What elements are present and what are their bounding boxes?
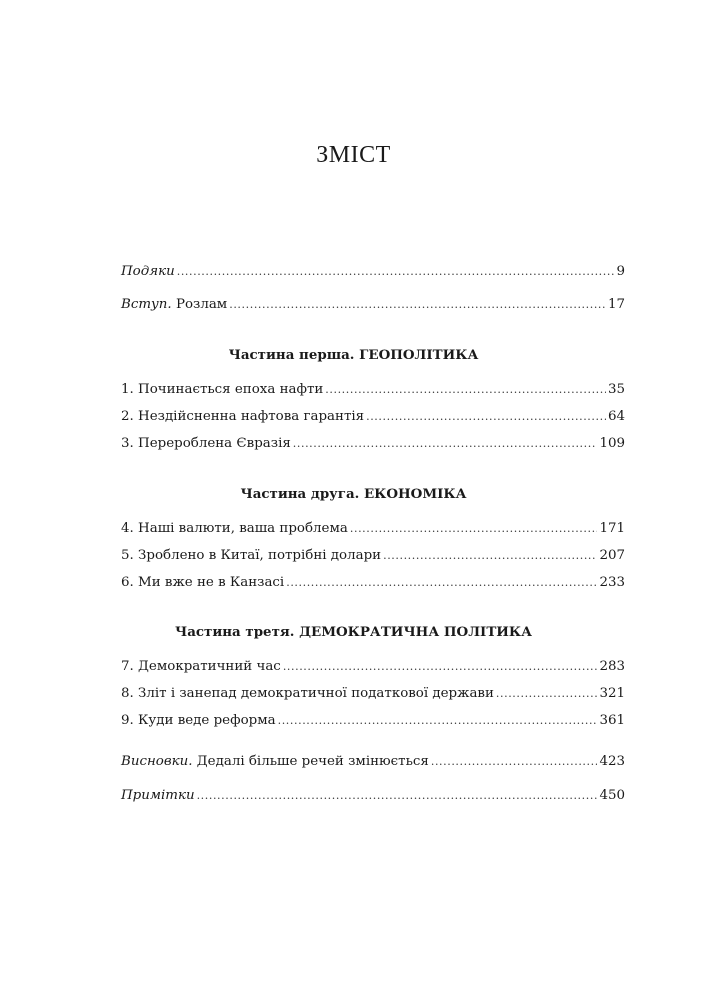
toc-entry-title: 5. Зроблено в Китаї, потрібні долари <box>121 548 382 563</box>
toc-entry-title: 7. Демократичний час <box>121 659 281 674</box>
toc-entry-title: 2. Нездійсненна нафтова гарантія <box>121 409 365 424</box>
toc-entry-italic: Примітки <box>121 788 195 803</box>
toc-entry-title: 8. Зліт і занепад демократичної податкової держави <box>121 686 494 701</box>
toc-entry-title: 9. Куди веде реформа <box>121 713 276 728</box>
toc-entry-page: 109 <box>599 436 625 451</box>
toc-entry-italic: Подяки <box>121 264 175 279</box>
toc-entry-title <box>121 295 227 315</box>
toc-entry-page: 283 <box>599 659 625 674</box>
toc-entry-title: 3. Перероблена Євразія <box>121 436 291 451</box>
toc-entry-notes[interactable] <box>121 786 625 806</box>
toc-entry-rest: Розлам <box>171 297 228 312</box>
toc-entry-page: 361 <box>599 713 625 728</box>
toc-entry-rest: Дедалі більше речей змінюється <box>192 754 429 769</box>
dot-leader <box>283 657 598 677</box>
dot-leader <box>286 573 597 593</box>
dot-leader <box>383 546 597 566</box>
toc-entry-introduction[interactable] <box>121 295 625 315</box>
part-heading-2: Частина друга. ЕКОНОМІКА <box>240 486 467 502</box>
dot-leader <box>278 711 598 731</box>
toc-entry-title: 1. Починається епоха нафти <box>121 382 324 397</box>
toc-entry-page: 17 <box>607 297 625 312</box>
part-heading-1: Частина перша. ГЕОПОЛІТИКА <box>228 347 479 363</box>
toc-entry-page: 171 <box>599 521 625 536</box>
toc-entry-chapter-2[interactable] <box>121 407 625 427</box>
toc-entry-chapter-5[interactable] <box>121 546 625 566</box>
page-title: ЗМІСТ <box>316 142 391 168</box>
dot-leader <box>350 519 598 539</box>
dot-leader <box>366 407 606 427</box>
dot-leader <box>197 786 598 806</box>
toc-entry-page: 321 <box>599 686 625 701</box>
toc-entry-title: 6. Ми вже не в Канзасі <box>121 575 285 590</box>
toc-entry-title <box>121 786 195 806</box>
dot-leader <box>293 434 598 454</box>
dot-leader <box>431 752 598 772</box>
toc-entry-conclusions[interactable] <box>121 752 625 772</box>
toc-entry-chapter-1[interactable] <box>121 380 625 400</box>
toc-entry-chapter-6[interactable] <box>121 573 625 593</box>
toc-entry-page: 450 <box>599 788 625 803</box>
toc-entry-page: 35 <box>607 382 625 397</box>
toc-entry-chapter-4[interactable] <box>121 519 625 539</box>
part-heading-3: Частина третя. ДЕМОКРАТИЧНА ПОЛІТИКА <box>174 624 533 640</box>
dot-leader <box>177 262 615 282</box>
toc-entry-chapter-3[interactable] <box>121 434 625 454</box>
dot-leader <box>496 684 598 704</box>
toc-entry-page: 207 <box>599 548 625 563</box>
toc-entry-italic: Вступ. <box>121 297 172 312</box>
toc-entry-acknowledgements[interactable] <box>121 262 625 282</box>
toc-entry-page: 64 <box>607 409 625 424</box>
toc-entry-page: 423 <box>599 754 625 769</box>
toc-entry-title <box>121 262 175 282</box>
toc-entry-page: 9 <box>616 264 625 279</box>
toc-entry-chapter-9[interactable] <box>121 711 625 731</box>
toc-entry-italic: Висновки. <box>121 754 193 769</box>
dot-leader <box>325 380 606 400</box>
toc-entry-page: 233 <box>599 575 625 590</box>
toc-entry-chapter-7[interactable] <box>121 657 625 677</box>
dot-leader <box>229 295 606 315</box>
toc-entry-title <box>121 752 429 772</box>
toc-entry-chapter-8[interactable] <box>121 684 625 704</box>
toc-entry-title: 4. Наші валюти, ваша проблема <box>121 521 348 536</box>
